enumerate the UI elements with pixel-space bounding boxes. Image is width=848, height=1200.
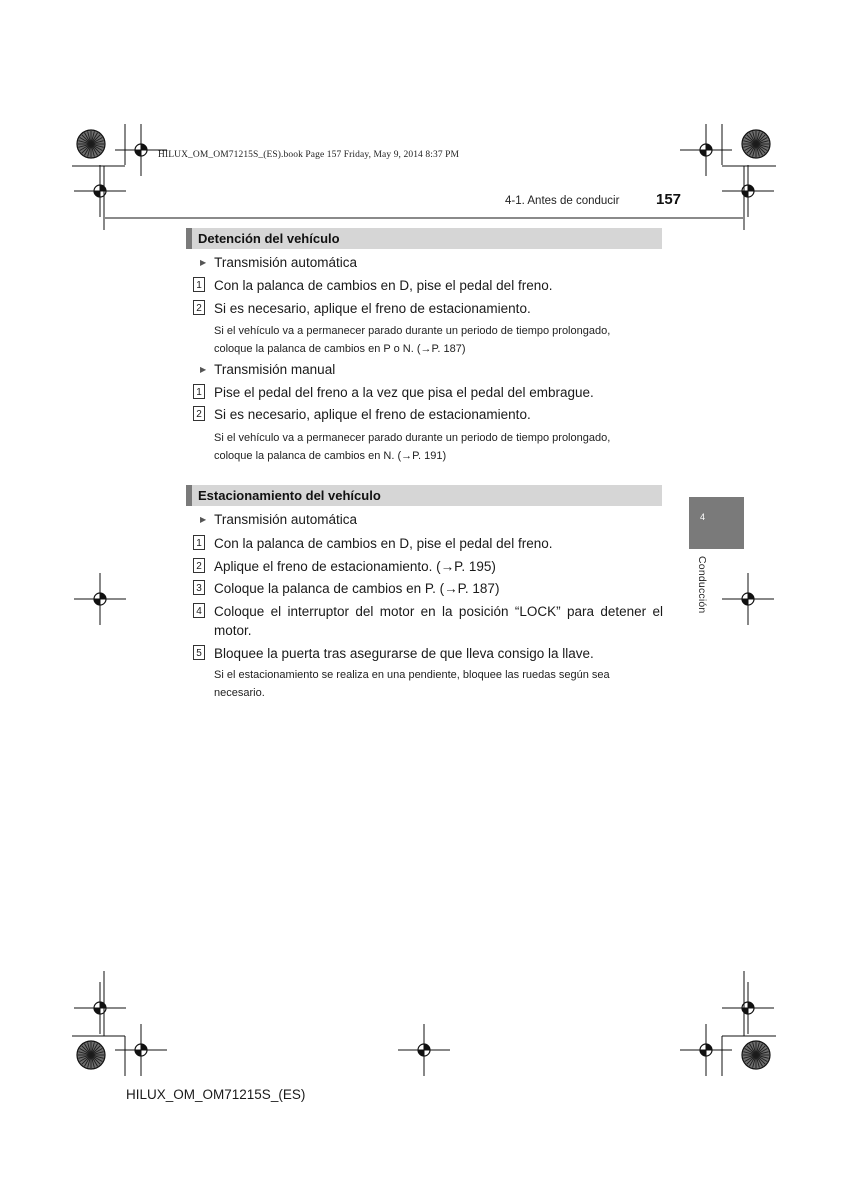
note-line: Si el vehículo va a permanecer parado durante un periodo de tiempo prolongado,: [214, 325, 611, 337]
step-item: [193, 534, 663, 553]
step-number-badge: 3: [193, 580, 205, 595]
note-text: [214, 322, 662, 358]
note-text: [214, 666, 662, 702]
step-number-badge: 5: [193, 645, 205, 660]
step-text: Si es necesario, aplique el freno de estacionamiento.: [214, 407, 531, 422]
subsection-title: Transmisión automática: [214, 255, 357, 270]
step-text: Coloque el interruptor del motor en la posición “LOCK” para detener el motor.: [214, 604, 663, 638]
chapter-section-label: 4-1. Antes de conducir: [505, 195, 620, 207]
step-text: Si es necesario, aplique el freno de estacionamiento.: [214, 301, 531, 316]
step-item: [193, 276, 663, 295]
step-text: Aplique el freno de estacionamiento. (→P. 195): [214, 559, 496, 574]
step-text: Pise el pedal del freno a la vez que pisa el pedal del embrague.: [214, 385, 594, 400]
subsection-heading: [200, 512, 357, 527]
step-number-badge: 4: [193, 603, 205, 618]
step-number-badge: 1: [193, 535, 205, 550]
step-text: Bloquee la puerta tras asegurarse de que lleva consigo la llave.: [214, 646, 594, 661]
note-line: coloque la palanca de cambios en N. (→P. 191): [214, 450, 447, 462]
chapter-side-label: Conducción: [696, 556, 708, 614]
subsection-title: Transmisión automática: [214, 512, 357, 527]
subsection-title: Transmisión manual: [214, 362, 336, 377]
step-text: Coloque la palanca de cambios en P. (→P. 187): [214, 581, 500, 596]
step-item: [193, 299, 663, 318]
step-item: [193, 644, 663, 663]
step-number-badge: 2: [193, 406, 205, 421]
header-rule: [104, 217, 744, 219]
triangle-bullet-icon: ▶: [200, 258, 207, 267]
page-number: 157: [656, 191, 682, 208]
chapter-side-tab: [689, 497, 744, 549]
chapter-number: 4: [700, 512, 706, 522]
subsection-heading: [200, 255, 357, 270]
note-line: Si el vehículo va a permanecer parado durante un periodo de tiempo prolongado,: [214, 432, 611, 444]
step-item: [193, 579, 663, 598]
step-number-badge: 2: [193, 300, 205, 315]
note-line: necesario.: [214, 687, 265, 699]
step-number-badge: 2: [193, 558, 205, 573]
step-item: [193, 602, 663, 640]
note-text: [214, 429, 662, 465]
step-item: [193, 405, 663, 424]
step-number-badge: 1: [193, 384, 205, 399]
triangle-bullet-icon: ▶: [200, 515, 207, 524]
step-text: Con la palanca de cambios en D, pise el pedal del freno.: [214, 536, 553, 551]
note-line: coloque la palanca de cambios en P o N. (→P. 187): [214, 343, 466, 355]
step-text: Con la palanca de cambios en D, pise el pedal del freno.: [214, 278, 553, 293]
step-item: [193, 383, 663, 402]
section-title-estacionamiento: Estacionamiento del vehículo: [186, 485, 662, 506]
subsection-heading: [200, 362, 335, 377]
triangle-bullet-icon: ▶: [200, 365, 207, 374]
print-info-line: HILUX_OM_OM71215S_(ES).book Page 157 Friday, May 9, 2014 8:37 PM: [158, 150, 460, 160]
section-title-detencion: Detención del vehículo: [186, 228, 662, 249]
note-line: Si el estacionamiento se realiza en una pendiente, bloquee las ruedas según sea: [214, 669, 610, 681]
step-number-badge: 1: [193, 277, 205, 292]
footer-document-code: HILUX_OM_OM71215S_(ES): [126, 1087, 306, 1102]
step-item: [193, 557, 663, 576]
